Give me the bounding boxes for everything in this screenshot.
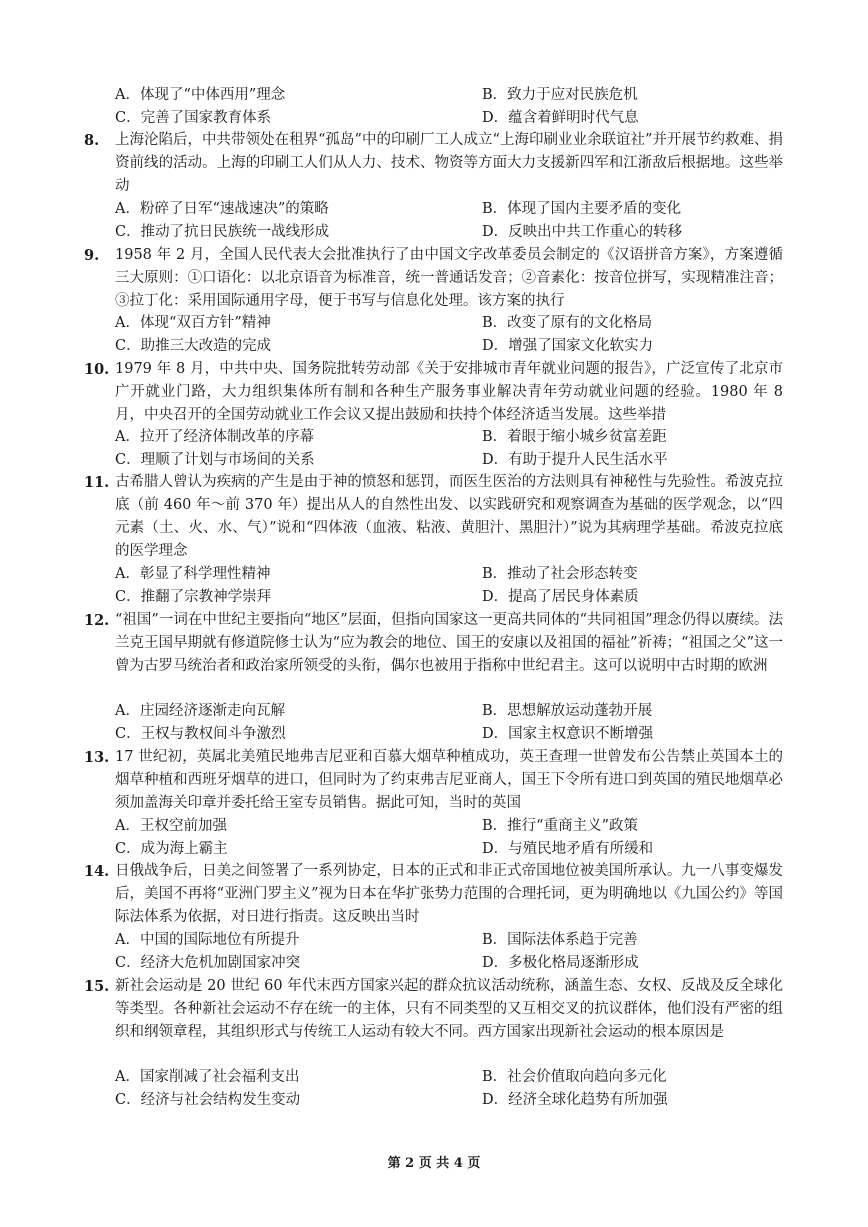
q8-options-row-2 <box>115 221 795 243</box>
option-a: A．体现“双百方针”精神 <box>115 315 271 331</box>
q12-options-row-1 <box>115 700 795 722</box>
q8-options-row-1 <box>115 198 795 220</box>
question-number: 11. <box>84 474 110 491</box>
question-number: 14. <box>84 863 110 880</box>
question-number: 13. <box>84 749 110 766</box>
q11-options-row-1 <box>115 563 795 585</box>
option-b: B．体现了国内主要矛盾的变化 <box>482 201 682 217</box>
option-a: A．中国的国际地位有所提升 <box>115 932 300 948</box>
q14-options-row-1 <box>115 929 795 951</box>
q13-options-row-2 <box>115 838 795 860</box>
option-d: D．国家主权意识不断增强 <box>482 726 654 742</box>
prev-options-row-2 <box>115 107 795 129</box>
question-stem: 1979 年 8 月，中共中央、国务院批转劳动部《关于安排城市青年就业问题的报告》，广泛宣传了北京市广开就业门路，大力组织集体所有制和各种生产服务事业解决青年劳动就业问题的经验。1980 年 8 月，中央召开的全国劳动就业工作会议又提出鼓励和扶持个体经济适当发展。这些举措 <box>115 361 783 423</box>
option-c: C．经济与社会结构发生变动 <box>115 1092 301 1108</box>
q11-options-row-2 <box>115 586 795 608</box>
q15-options-row-1 <box>115 1066 795 1088</box>
page-footer: 第 2 页 共 4 页 <box>387 1156 481 1171</box>
option-c: C．助推三大改造的完成 <box>115 338 272 354</box>
question-number: 12. <box>84 612 110 629</box>
option-a: A．国家削减了社会福利支出 <box>115 1069 300 1085</box>
option-d: D．蕴含着鲜明时代气息 <box>482 110 639 126</box>
question-number: 9. <box>84 247 100 264</box>
q10-options-row-1 <box>115 426 795 448</box>
q9-options-row-2 <box>115 335 795 357</box>
q13-options-row-1 <box>115 815 795 837</box>
q9-options-row-1 <box>115 312 795 334</box>
option-b: B．推动了社会形态转变 <box>482 566 638 582</box>
option-a: A．拉开了经济体制改革的序幕 <box>115 429 314 445</box>
option-b: B．着眼于缩小城乡贫富差距 <box>482 429 667 445</box>
q12-options-row-2 <box>115 723 795 745</box>
option-d: D．与殖民地矛盾有所缓和 <box>482 841 654 857</box>
q15-options-row-2 <box>115 1089 795 1111</box>
option-b: B．国际法体系趋于完善 <box>482 932 638 948</box>
question-stem: 1958 年 2 月，全国人民代表大会批准执行了由中国文字改革委员会制定的《汉语拼音方案》，方案遵循三大原则：①口语化：以北京语音为标准音，统一普通话发音；②音素化：按音位拼写，实现精准注音；③拉丁化：采用国际通用字母，便于书写与信息化处理。该方案的执行 <box>115 247 783 309</box>
option-a: A．庄园经济逐渐走向瓦解 <box>115 703 285 719</box>
option-d: D．有助于提升人民生活水平 <box>482 452 668 468</box>
option-a: A．粉碎了日军“速战速决”的策略 <box>115 201 329 217</box>
question-stem: 日俄战争后，日美之间签署了一系列协定，日本的正式和非正式帝国地位被美国所承认。九一八事变爆发后，美国不再将“亚洲门罗主义”视为日本在华扩张势力范围的合理托词，更为明确地以《九国公约》等国际法体系为依据，对日进行指责。这反映出当时 <box>115 863 783 925</box>
option-c: C．王权与教权间斗争激烈 <box>115 726 286 742</box>
option-a: A．王权空前加强 <box>115 818 227 834</box>
q10-options-row-2 <box>115 449 795 471</box>
option-d: D．反映出中共工作重心的转移 <box>482 224 683 240</box>
option-b: B．推行“重商主义”政策 <box>482 818 638 834</box>
option-d: D．提高了居民身体素质 <box>482 589 639 605</box>
q14-options-row-2 <box>115 952 795 974</box>
option-d: D．增强了国家文化软实力 <box>482 338 654 354</box>
option-c: C．成为海上霸主 <box>115 841 228 857</box>
option-c: C．完善了国家教育体系 <box>115 110 272 126</box>
question-stem: 古希腊人曾认为疾病的产生是由于神的愤怒和惩罚，而医生医治的方法则具有神秘性与先验性。希波克拉底（前 460 年～前 370 年）提出从人的自然性出发、以实践研究和观察调查为基础的医学观念，以“四元素（土、火、水、气）”说和“四体液（血液、粘液、黄胆汁、黑胆汁）”说为其病理学基础。希波克拉底的医学理念 <box>115 474 783 559</box>
option-d: D．多极化格局逐渐形成 <box>482 955 639 971</box>
question-stem: “祖国”一词在中世纪主要指向“地区”层面，但指向国家这一更高共同体的“共同祖国”理念仍得以赓续。法兰克王国早期就有修道院修士认为“应为教会的地位、国王的安康以及祖国的福祉”祈祷；“祖国之父”这一曾为古罗马统治者和政治家所领受的头衔，偶尔也被用于指称中世纪君主。这可以说明中古时期的欧洲 <box>115 612 783 674</box>
option-c: C．推动了抗日民族统一战线形成 <box>115 224 330 240</box>
option-d: D．经济全球化趋势有所加强 <box>482 1092 668 1108</box>
question-stem: 17 世纪初，英属北美殖民地弗吉尼亚和百慕大烟草种植成功，英王查理一世曾发布公告禁止英国本土的烟草种植和西班牙烟草的进口，但同时为了约束弗吉尼亚商人，国王下令所有进口到英国的殖民地烟草必须加盖海关印章并委托给王室专员销售。据此可知，当时的英国 <box>115 749 783 811</box>
prev-options-row-1 <box>115 84 795 106</box>
option-b: B．社会价值取向趋向多元化 <box>482 1069 667 1085</box>
option-c: C．经济大危机加剧国家冲突 <box>115 955 301 971</box>
option-c: C．理顺了计划与市场间的关系 <box>115 452 315 468</box>
option-a: A．体现了“中体西用”理念 <box>115 87 286 103</box>
option-a: A．彰显了科学理性精神 <box>115 566 271 582</box>
question-number: 10. <box>84 361 110 378</box>
question-number: 15. <box>84 978 110 995</box>
question-stem: 上海沦陷后，中共带领处在租界“孤岛”中的印刷厂工人成立“上海印刷业业余联谊社”并开展节约救难、捐资前线的活动。上海的印刷工人们从人力、技术、物资等方面大力支援新四军和江浙敌后根据地。这些举动 <box>115 132 783 194</box>
option-b: B．思想解放运动蓬勃开展 <box>482 703 653 719</box>
question-number: 8. <box>84 132 100 149</box>
option-c: C．推翻了宗教神学崇拜 <box>115 589 272 605</box>
option-b: B．改变了原有的文化格局 <box>482 315 653 331</box>
question-stem: 新社会运动是 20 世纪 60 年代末西方国家兴起的群众抗议活动统称，涵盖生态、女权、反战及反全球化等类型。各种新社会运动不存在统一的主体，只有不同类型的又互相交叉的抗议群体，他们没有严密的组织和纲领章程，其组织形式与传统工人运动有较大不同。西方国家出现新社会运动的根本原因是 <box>115 978 783 1040</box>
option-b: B．致力于应对民族危机 <box>482 87 638 103</box>
